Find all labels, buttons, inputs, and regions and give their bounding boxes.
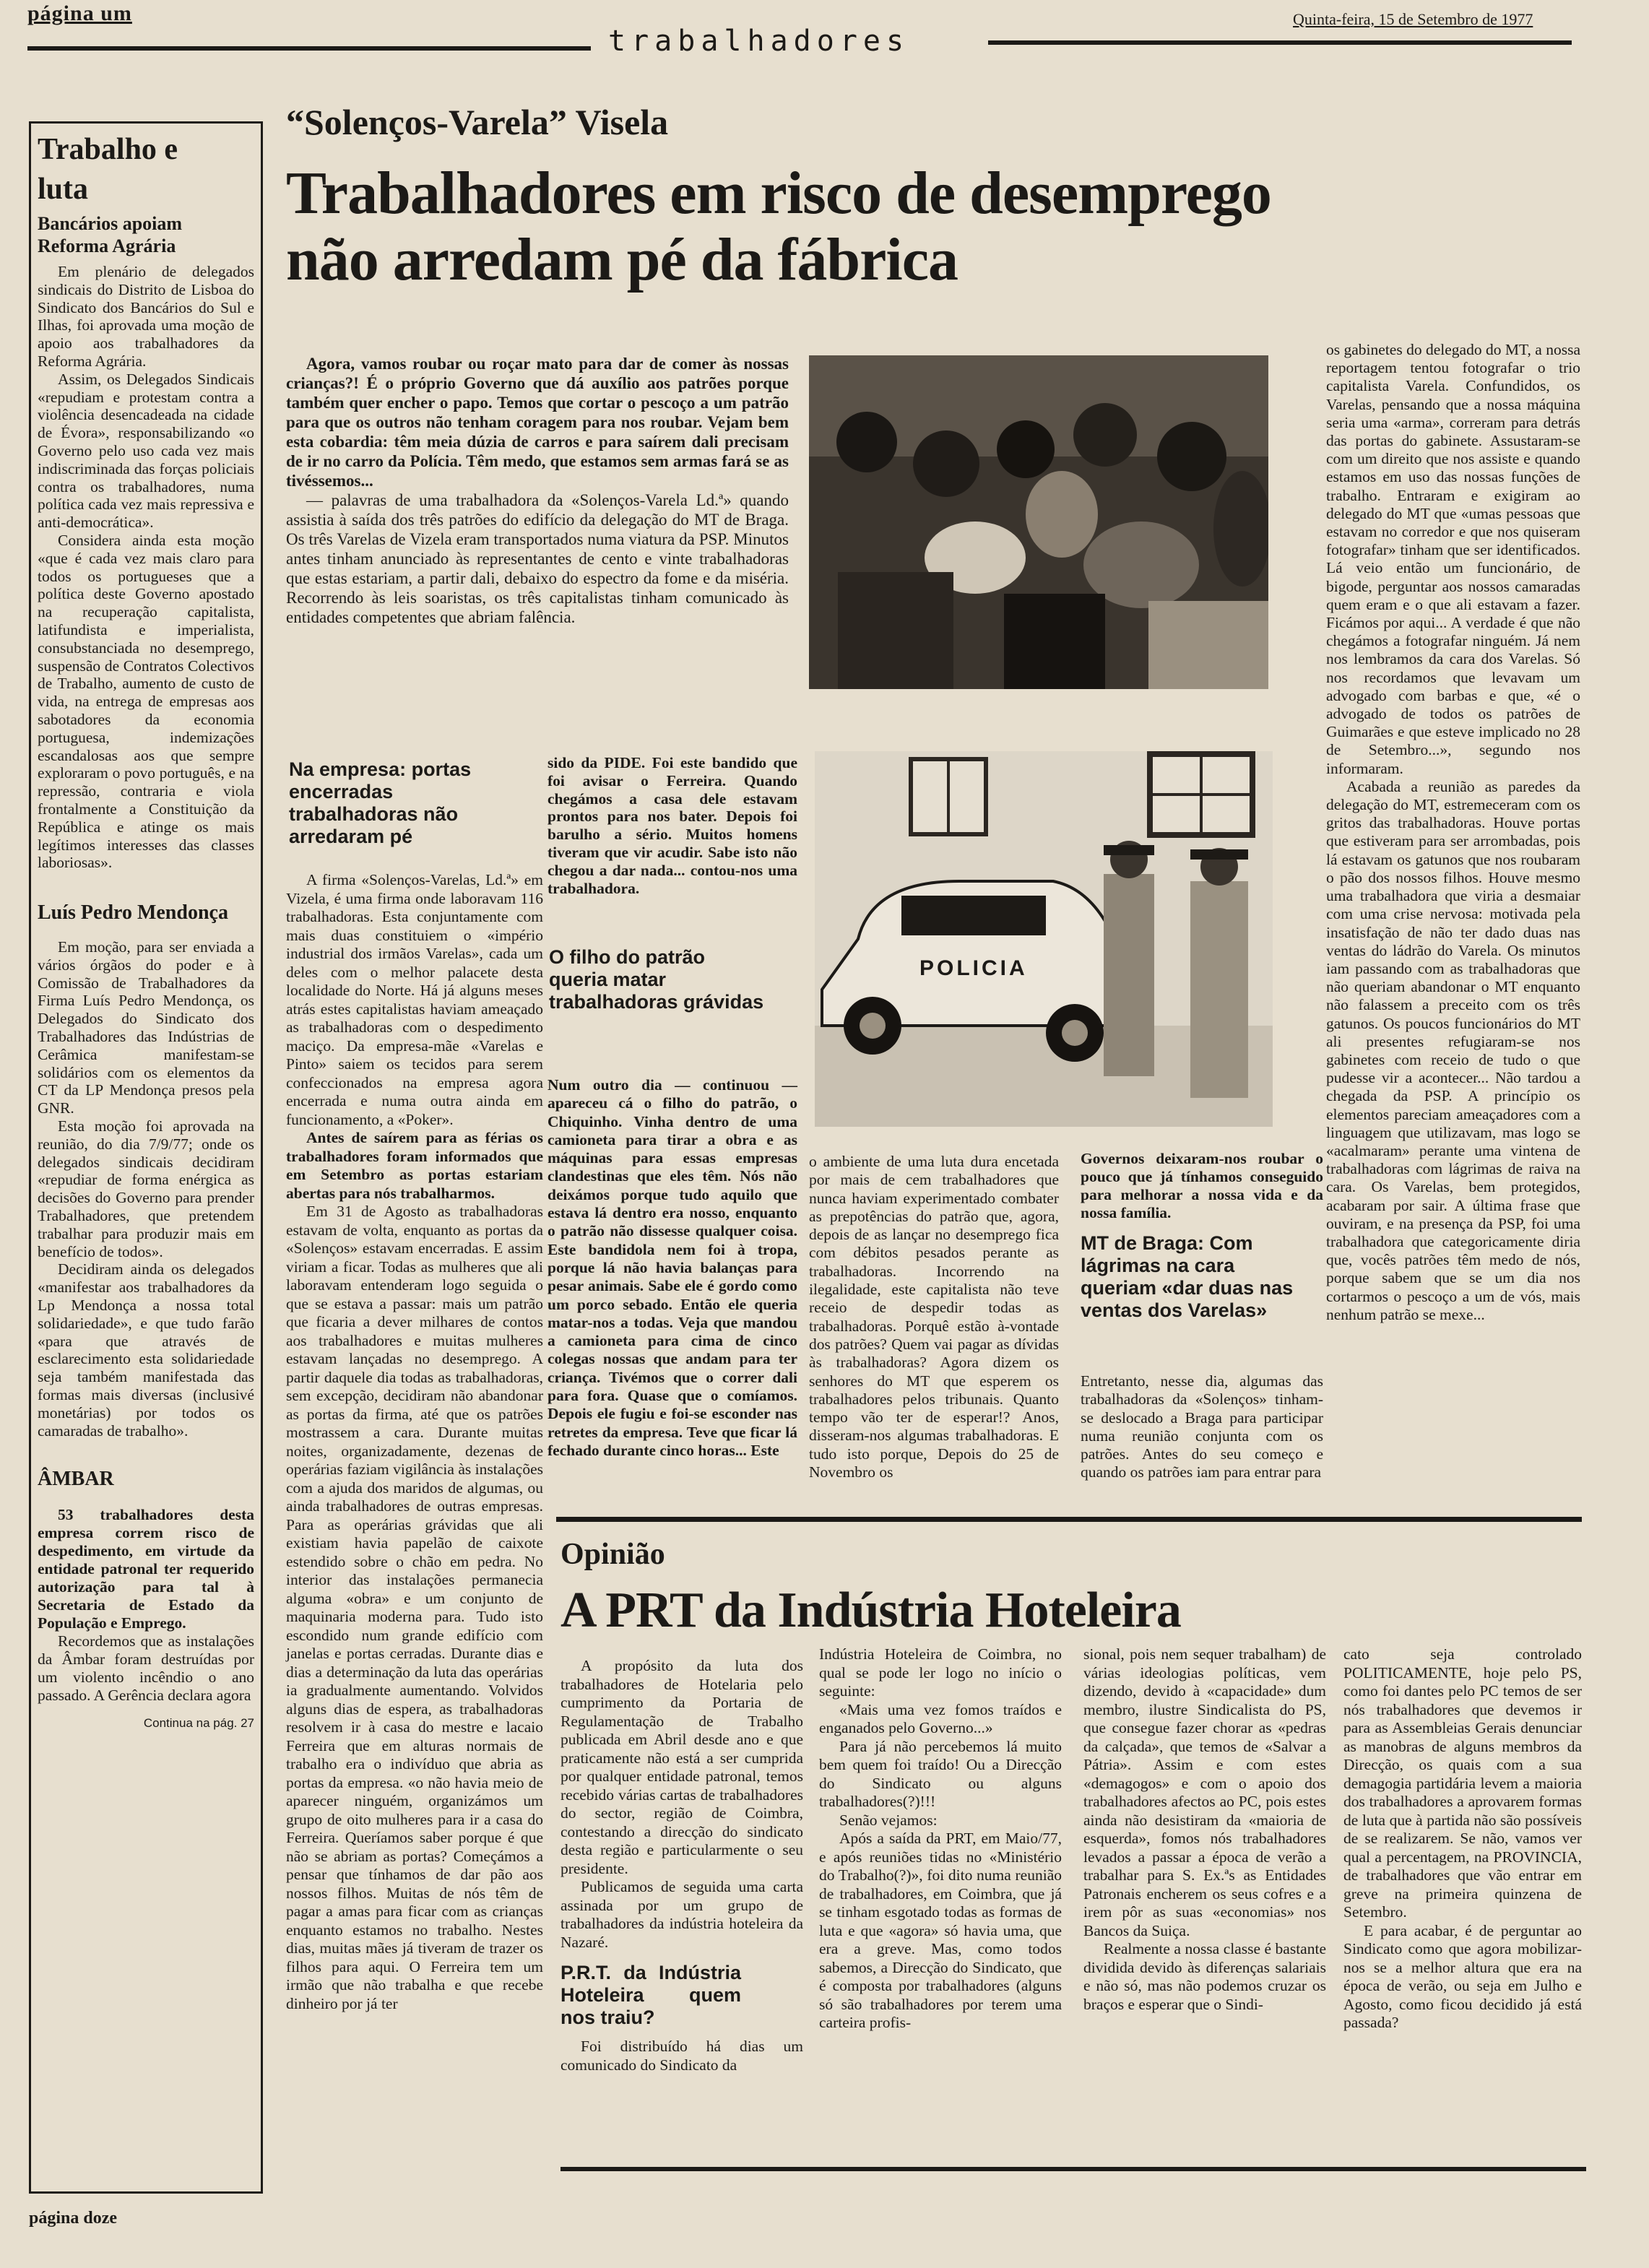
col1-p3: Em 31 de Agosto as trabalhadoras estavam de volta, enquanto as portas da «Solenços» estavam encerradas. E assim viriam a ficar. Todas as mulheres que ali laboravam entenderam logo seguida o que se estava a passar: mais um patrão que ficaria a dever milhares de contos aos trabalhadores e muitas mulheres estavam lançadas no desemprego. A partir daquele dia todas as trabalhadoras, sem excepção, decidiram não abandonar as portas da firma, até que os patrões mostrassem a cara. Durante muitas noites, organizadamente, dezenas de operárias faziam vigilância às instalações com a ajuda dos maridos de algumas, ou ainda trabalhadores de outras empresas. Para as operárias grávidas que ali existiam havia papelão de caixote estendido sobre o chão em pedra. No interior das instalações permanecia alguma «obra» e um conjunto de maquinaria moderna para. Tudo isto escondido num grande edifício com janelas e portas cerradas. Durante dias e dias a determinação da luta das operárias ia gradualmente aumentando. Volvidos alguns dias de espera, as trabalhadoras resolvem ir à casa do mestre e lacaio Ferreira que em alturas normais de trabalho era o indivíduo que abria as portas da empresa. «o não havia meio de aparecer ninguém, organizámos um grupo de oito mulheres para ir a casa do Ferreira. Queríamos saber porque é que não se abriam as portas? Começámos a pensar que tínhamos de dar pão aos nossos filhos. Muitas de nós têm de pagar a amas para ficar com as crianças enquanto estamos no trabalho. Nestes dias, muitas mães já tiveram de trazer os filhos para aqui. O Ferreira tem um irmão que não trabalha e que recebe dinheiro por já ter xyxy=(286,1203,543,2012)
masthead-rule-right xyxy=(988,40,1572,45)
paragraph: Recordemos que as instalações da Âmbar foram destruídas por um violento incêndio o ano passado. A Gerência declara agora xyxy=(38,1632,254,1705)
sidebar xyxy=(38,130,254,1731)
paragraph: Decidiram ainda os delegados «manifestar aos trabalhadores da Lp Mendonça a nossa total solidariedade», e que tudo farão «para que através de esclarecimento esta solidariedade seja também manifestada das formas mais diversas (inclusivé monetárias) por todos os camaradas de trabalho». xyxy=(38,1260,254,1440)
photo-police-car xyxy=(815,751,1273,1127)
right-column xyxy=(1326,341,1580,1324)
opinion-col-1 xyxy=(561,1657,803,2074)
crowd-photo-image xyxy=(809,355,1268,689)
column-4: Entretanto, nesse dia, algumas das trabalhadoras da «Solenços» tinham-se deslocado a Braga para participar numa reunião conjunta com os patrões. Antes do seu começo e quando os patrões iam para entrar para xyxy=(1081,1372,1323,1481)
col1-p1: A firma «Solenços-Varelas, Ld.ª» em Vizela, é uma firma onde laboravam 116 trabalhadoras. Esta conjuntamente com mais duas constituiem o «império industrial dos irmãos Varelas», cada um deles com o melhor palacete desta localidade do Norte. Há já alguns meses atrás estes capitalistas haviam ameaçado as trabalhadoras com o despedimento maciço. Da empresa-mãe «Varelas e Pinto» saiem os tecidos para serem confeccionados na empresa agora encerrada e numa outra ainda em funcionamento, a «Poker». xyxy=(286,871,543,1128)
police-photo-image xyxy=(815,751,1273,1127)
sidebar-item-1-body xyxy=(38,263,254,872)
paragraph: Considera ainda esta moção «que é cada vez mais claro para todos os portugueses que a política deste Governo apostado na recuperação capitalista, latifundista e imperialista, consubstanciada no desemprego, suspensão de Contratos Colectivos de Trabalho, aumento de custo de vida, na entrega de empresas aos sabotadores da economia portuguesa, indemizações escandalosas aos que sempre exploraram o povo português, e na repressão, contraria e viola frontalmente a Constituição da República e atinge os mais legítimos interesses das classes laboriosas». xyxy=(38,531,254,872)
photo-workers-crowd xyxy=(809,355,1268,689)
paragraph: Assim, os Delegados Sindicais «repudiam e protestam contra a violência desencadeada na cidade de Évora», responsabilizando «o Governo pelo uso cada vez mais indiscriminada das forças policiais contra os trabalhadores, numa política cada vez mais repressiva e anti-democrática». xyxy=(38,370,254,532)
opinion-col-3 xyxy=(1083,1645,1326,2014)
op-p10: Realmente a nossa classe é bastante dividida devido às diferenças salariais e não só, mas não podemos cruzar os braços e esperar que o Sindi- xyxy=(1083,1940,1326,2013)
article-headline xyxy=(286,160,1586,293)
subhead-2: O filho do patrão queria matar trabalhadoras grávidas xyxy=(549,946,764,1013)
opinion-headline: A PRT da Indústria Hoteleira xyxy=(561,1583,1181,1638)
issue-date: Quinta-feira, 15 de Setembro de 1977 xyxy=(1293,10,1533,28)
headline-line-1: Trabalhadores em risco de desemprego xyxy=(286,160,1271,227)
op-p2: Publicamos de seguida uma carta assinada por um grupo de trabalhadores da indústria hoteleira da Nazaré. xyxy=(561,1878,803,1951)
column-2: Num outro dia — continuou — apareceu cá o filho do patrão, o Chiquinho. Vinha dentro de uma camioneta para tirar a obra e as máquinas para essas empresas clandestinas que eles têm. Nós não deixámos porque tudo aquilo que estava lá dentro era nosso, enquanto o patrão não dissesse qualquer coisa. Este bandidola nem foi à tropa, porque lá não havia balanças para pesar animais. Sabe ele é gordo como um porco sebado. Então ele queria matar-nos a todas. Veja que mandou a camioneta para cima de cinco colegas nossas que andam para ter criança. Tivémos que o correr dali para fora. Quase que o comíamos. Depois ele fugiu e foi-se esconder nas retretes da empresa. Teve que ficar lá fechado durante cinco horas... Este xyxy=(547,1076,797,1459)
page-footer: página doze xyxy=(29,2209,118,2228)
opinion-col-4 xyxy=(1343,1645,1582,2033)
op-p6: Para já não percebemos lá muito bem quem foi traído! Ou a Direcção do Sindicato ou alguns trabalhadores(?)!!! xyxy=(819,1737,1062,1810)
sidebar-title: Trabalho e luta xyxy=(38,133,178,206)
op-p1: A propósito da luta dos trabalhadores de Hotelaria pelo cumprimento da Portaria de Regulamentação de Trabalho publicada em Abril desde ano e que praticamente não está a ser cumprida por qualquer entidade patronal, temos recebido várias cartas de trabalhadores do sector, região de Coimbra, contestando a direcção do sindicato desta região e particularmente o seu presidente. xyxy=(561,1657,803,1877)
col1-p2: Antes de saírem para as férias os trabalhadores foram informados que em Setembro as portas estariam abertas para nós trabalharmos. xyxy=(286,1129,543,1202)
headline-line-2: não arredam pé da fábrica xyxy=(286,226,958,293)
op-p11: cato seja controlado POLITICAMENTE, hoje pelo PS, como foi dantes pelo PC temos de ser nós trabalhadores que devemos ir para as Assembleias Gerais denunciar as manobras de alguns membros da Direcção, os quais com a sua demagogia partidária levem a maioria dos trabalhadores a aprovarem formas de luta que à partida não são possíveis de se realizarem. Se não, vamos ver qual a percentagem, na PROVINCIA, de trabalhadores que vão entrar em greve na primeira quinzena de Setembro. xyxy=(1343,1645,1582,1921)
sidebar-headline-2: Luís Pedro Mendonça xyxy=(38,901,228,925)
subhead-1: Na empresa: portas encerradas trabalhadoras não arredaram pé xyxy=(289,758,472,847)
op-p7: Senão vejamos: xyxy=(839,1811,938,1829)
paragraph: 53 trabalhadores desta empresa correm risco de despedimento, em virtude da entidade patronal ter requerido autorização para tal à Secretaria de Estado da População e Emprego. xyxy=(38,1506,254,1632)
column-3: o ambiente de uma luta dura encetada por mais de cem trabalhadores que nunca haviam experimentado combater as prepotências do patrão que, agora, depois de as lançar no desemprego fica com débitos pesados perante as trabalhadoras. Incorrendo na ilegalidade, este capitalista não teve receio de despedir todas as trabalhadoras. Porquê estão à-vontade dos patrões? Quem vai pagar as dívidas às trabalhadoras? Agora dizem os senhores do MT que esperem os trabalhadores pelos tribunais. Quanto tempo vão ter de esperar!? Anos, disseram-nos algumas trabalhadoras. E tudo isto porque, Depois do 25 de Novembro os xyxy=(809,1153,1059,1481)
section-title: trabalhadores xyxy=(608,25,910,58)
op-p9: sional, pois nem sequer trabalham) de várias ideologias políticas, vem dizendo, devido à «capacidade» dum membro, ilustre Sindicalista do PS, que consegue fazer chorar as «pedras da calçada», que temos de «Salvar a Pátria». Assim e com estes «demagogos» e com o apoio dos trabalhadores afectos ao PC, pois estes ainda não desistiram da «maioria de esquerda», fomos nós trabalhadores levados a passar a época de verão a trabalhar para S. Ex.ªs as Entidades Patronais encherem os seus cofres e a irem pôr as suas «economias» nos Bancos da Suiça. xyxy=(1083,1645,1326,1939)
opinion-kicker: Opinião xyxy=(561,1538,665,1571)
column-1 xyxy=(286,871,543,2013)
opinion-divider xyxy=(556,1517,1582,1522)
right-col-text-1: os gabinetes do delegado do MT, a nossa reportagem tentou fotografar o trio capitalista Varela. Confundidos, os Varelas, pensando que a nossa máquina seria uma «arma», correram para detrás das portas do gabinete. Assustaram-se com um direito que nos assiste e quando estamos em uso das nossas funções de trabalho. Entraram e exigiram ao delegado do MT que «umas pessoas que estavam no corredor e que nos quiseram fotografar» tinham que ser identificados. Lá veio então um funcionário, de bigode, perguntar aos nossos camaradas quem eram e o que ali estavam a fazer. Ficámos por aqui... A verdade é que não chegámos a fotografar ninguém. Já nem nos lembramos da cara dos Varelas. Só nos recordamos que levavam um advogado com barbas e que, «é o advogado de todos os patrões de Guimarães e que esteve implicado no 28 de Setembro...», segundo nos informaram. xyxy=(1326,341,1580,777)
bottom-rule xyxy=(561,2167,1586,2171)
op-p8: Após a saída da PRT, em Maio/77, e após reuniões tidas no «Ministério do Trabalho(?)», foi dito numa reunião de trabalhadores, em Coimbra, que já se tinham esgotado todas as formas de luta e que «agora» só havia uma, que era a greve. Mas, como todos sabemos, a Direcção do Sindicato, que é composta por trabalhadores (alguns só são trabalhadores por terem uma carteira profis- xyxy=(819,1830,1062,2031)
op-p4: Indústria Hoteleira de Coimbra, no qual se pode ler logo no início o seguinte: xyxy=(819,1645,1062,1700)
paragraph: Em plenário de delegados sindicais do Distrito de Lisboa do Sindicato dos Bancários do Sul e Ilhas, foi aprovada uma moção de apoio aos trabalhadores da Reforma Agrária. xyxy=(38,263,254,370)
lead-text: — palavras de uma trabalhadora da «Solenços-Varela Ld.ª» quando assistia à saída dos três patrões do edifício da delegação do MT de Braga. Os três Varelas de Vizela eram transportados numa viatura da PSP. Minutos antes tinham anunciado às representantes de cento e vinte trabalhadoras que estas estariam, a partir dali, debaixo do espectro da fome e da miséria. Recorrendo às leis soaristas, os três capitalistas tinham comunicado às entidades competentes que abriam falência. xyxy=(286,491,789,626)
column-2-top: sido da PIDE. Foi este bandido que foi avisar o Ferreira. Quando chegámos a casa dele estavam prontos para nos bater. Depois foi barulho a sério. Muitos homens tiveram que vir acudir. Sabe isto não chegou a dar nada... contou-nos uma trabalhadora. xyxy=(547,754,797,897)
masthead-rule-left xyxy=(27,46,591,51)
lead-block xyxy=(286,354,789,627)
opinion-subhead: P.R.T. da Indústria Hoteleira quem nos traiu? xyxy=(561,1962,741,2028)
lead-quote: Agora, vamos roubar ou roçar mato para dar de comer às nossas crianças?! É o próprio Governo que dá auxílio aos patrões porque também quer encher o papo. Temos que cortar o pescoço a um patrão para que os outros não tenham coragem para nos roubar. Vejam bem esta cobardia: têm meia dúzia de carros e para saírem dali precisam de ir no carro da Polícia. Têm medo, que estamos sem armas fará se as tivéssemos... xyxy=(286,355,789,490)
subhead-3: MT de Braga: Com lágrimas na cara queriam «dar duas nas ventas dos Varelas» xyxy=(1081,1232,1294,1321)
sidebar-headline-1: Bancários apoiam Reforma Agrária xyxy=(38,213,183,256)
masthead-name: página um xyxy=(27,1,132,25)
paragraph: Em moção, para ser enviada a vários órgãos do poder e à Comissão de Trabalhadores da Firma Luís Pedro Mendonça, os Delegados do Sindicato dos Trabalhadores das Indústrias de Cerâmica manifestam-se solidários com os elementos da CT da LP Mendonça presos pela GNR. xyxy=(38,938,254,1117)
police-car-lettering: POLICIA xyxy=(919,956,1028,980)
sidebar-item-2-body xyxy=(38,938,254,1440)
op-p5: «Mais uma vez fomos traídos e enganados pelo Governo...» xyxy=(819,1700,1062,1736)
op-p3: Foi distribuído há dias um comunicado do Sindicato da xyxy=(561,2038,803,2074)
article-kicker: “Solenços-Varela” Visela xyxy=(286,102,669,142)
continued-note: Continua na pág. 27 xyxy=(143,1716,254,1731)
right-col-text-2: Acabada a reunião as paredes da delegação do MT, estremeceram com os gritos das trabalhadoras. Houve portas que estiveram para ser arrombadas, pois lá estavam os gatunos que nos roubaram o pão dos nossos filhos. Houve mesmo uma trabalhadora que viria a desmaiar com uma crise nervosa: motivada pela insatisfação de não ter dado duas nas ventas do ládrão do Varela. Os minutos iam passando com as trabalhadoras que não queriam abandonar o MT enquanto não falassem a preceito com os três gatunos. Os poucos funcionários do MT ali presentes refugiaram-se nos gabinetes com receio de tudo o que pudesse vir a acontecer... Não tardou a chegada da PSP. A princípio os elementos pareciam ameaçadores com a linguagem que utilizavam, mas logo se «acalmaram» perante uma vintena de trabalhadoras com lágrimas de raiva na cara. Os Varelas, bem protegidos, acabaram por sair. A última frase que ouviram, e na presença da PSP, foi uma trabalhadora que categoricamente diria que, vocês patrões têm medo de nós, porque sabem que se um dia nos cortarmos o pescoço a um de vós, mais nenhum patrão se mexe... xyxy=(1326,777,1580,1323)
sidebar-item-3-body xyxy=(38,1506,254,1705)
paragraph: Esta moção foi aprovada na reunião, do dia 7/9/77; onde os delegados sindicais decidiram «repudiar de forma enérgica as decisões do Governo para prender Trabalhadores, que pretendem trabalhar para produzir mais em benefício de todos». xyxy=(38,1117,254,1260)
op-p12: E para acabar, é de perguntar ao Sindicato como que agora mobilizar-nos se a melhor altura que era na época de verão, ou seja em Julho e Agosto, como ficou decidido já está passada? xyxy=(1343,1921,1582,2031)
opinion-col-2 xyxy=(819,1645,1062,2033)
sidebar-headline-3: ÂMBAR xyxy=(38,1468,114,1491)
column-4-top: Governos deixaram-nos roubar o pouco que já tínhamos conseguido para melhorar a nossa vida e da nossa família. xyxy=(1081,1150,1323,1221)
